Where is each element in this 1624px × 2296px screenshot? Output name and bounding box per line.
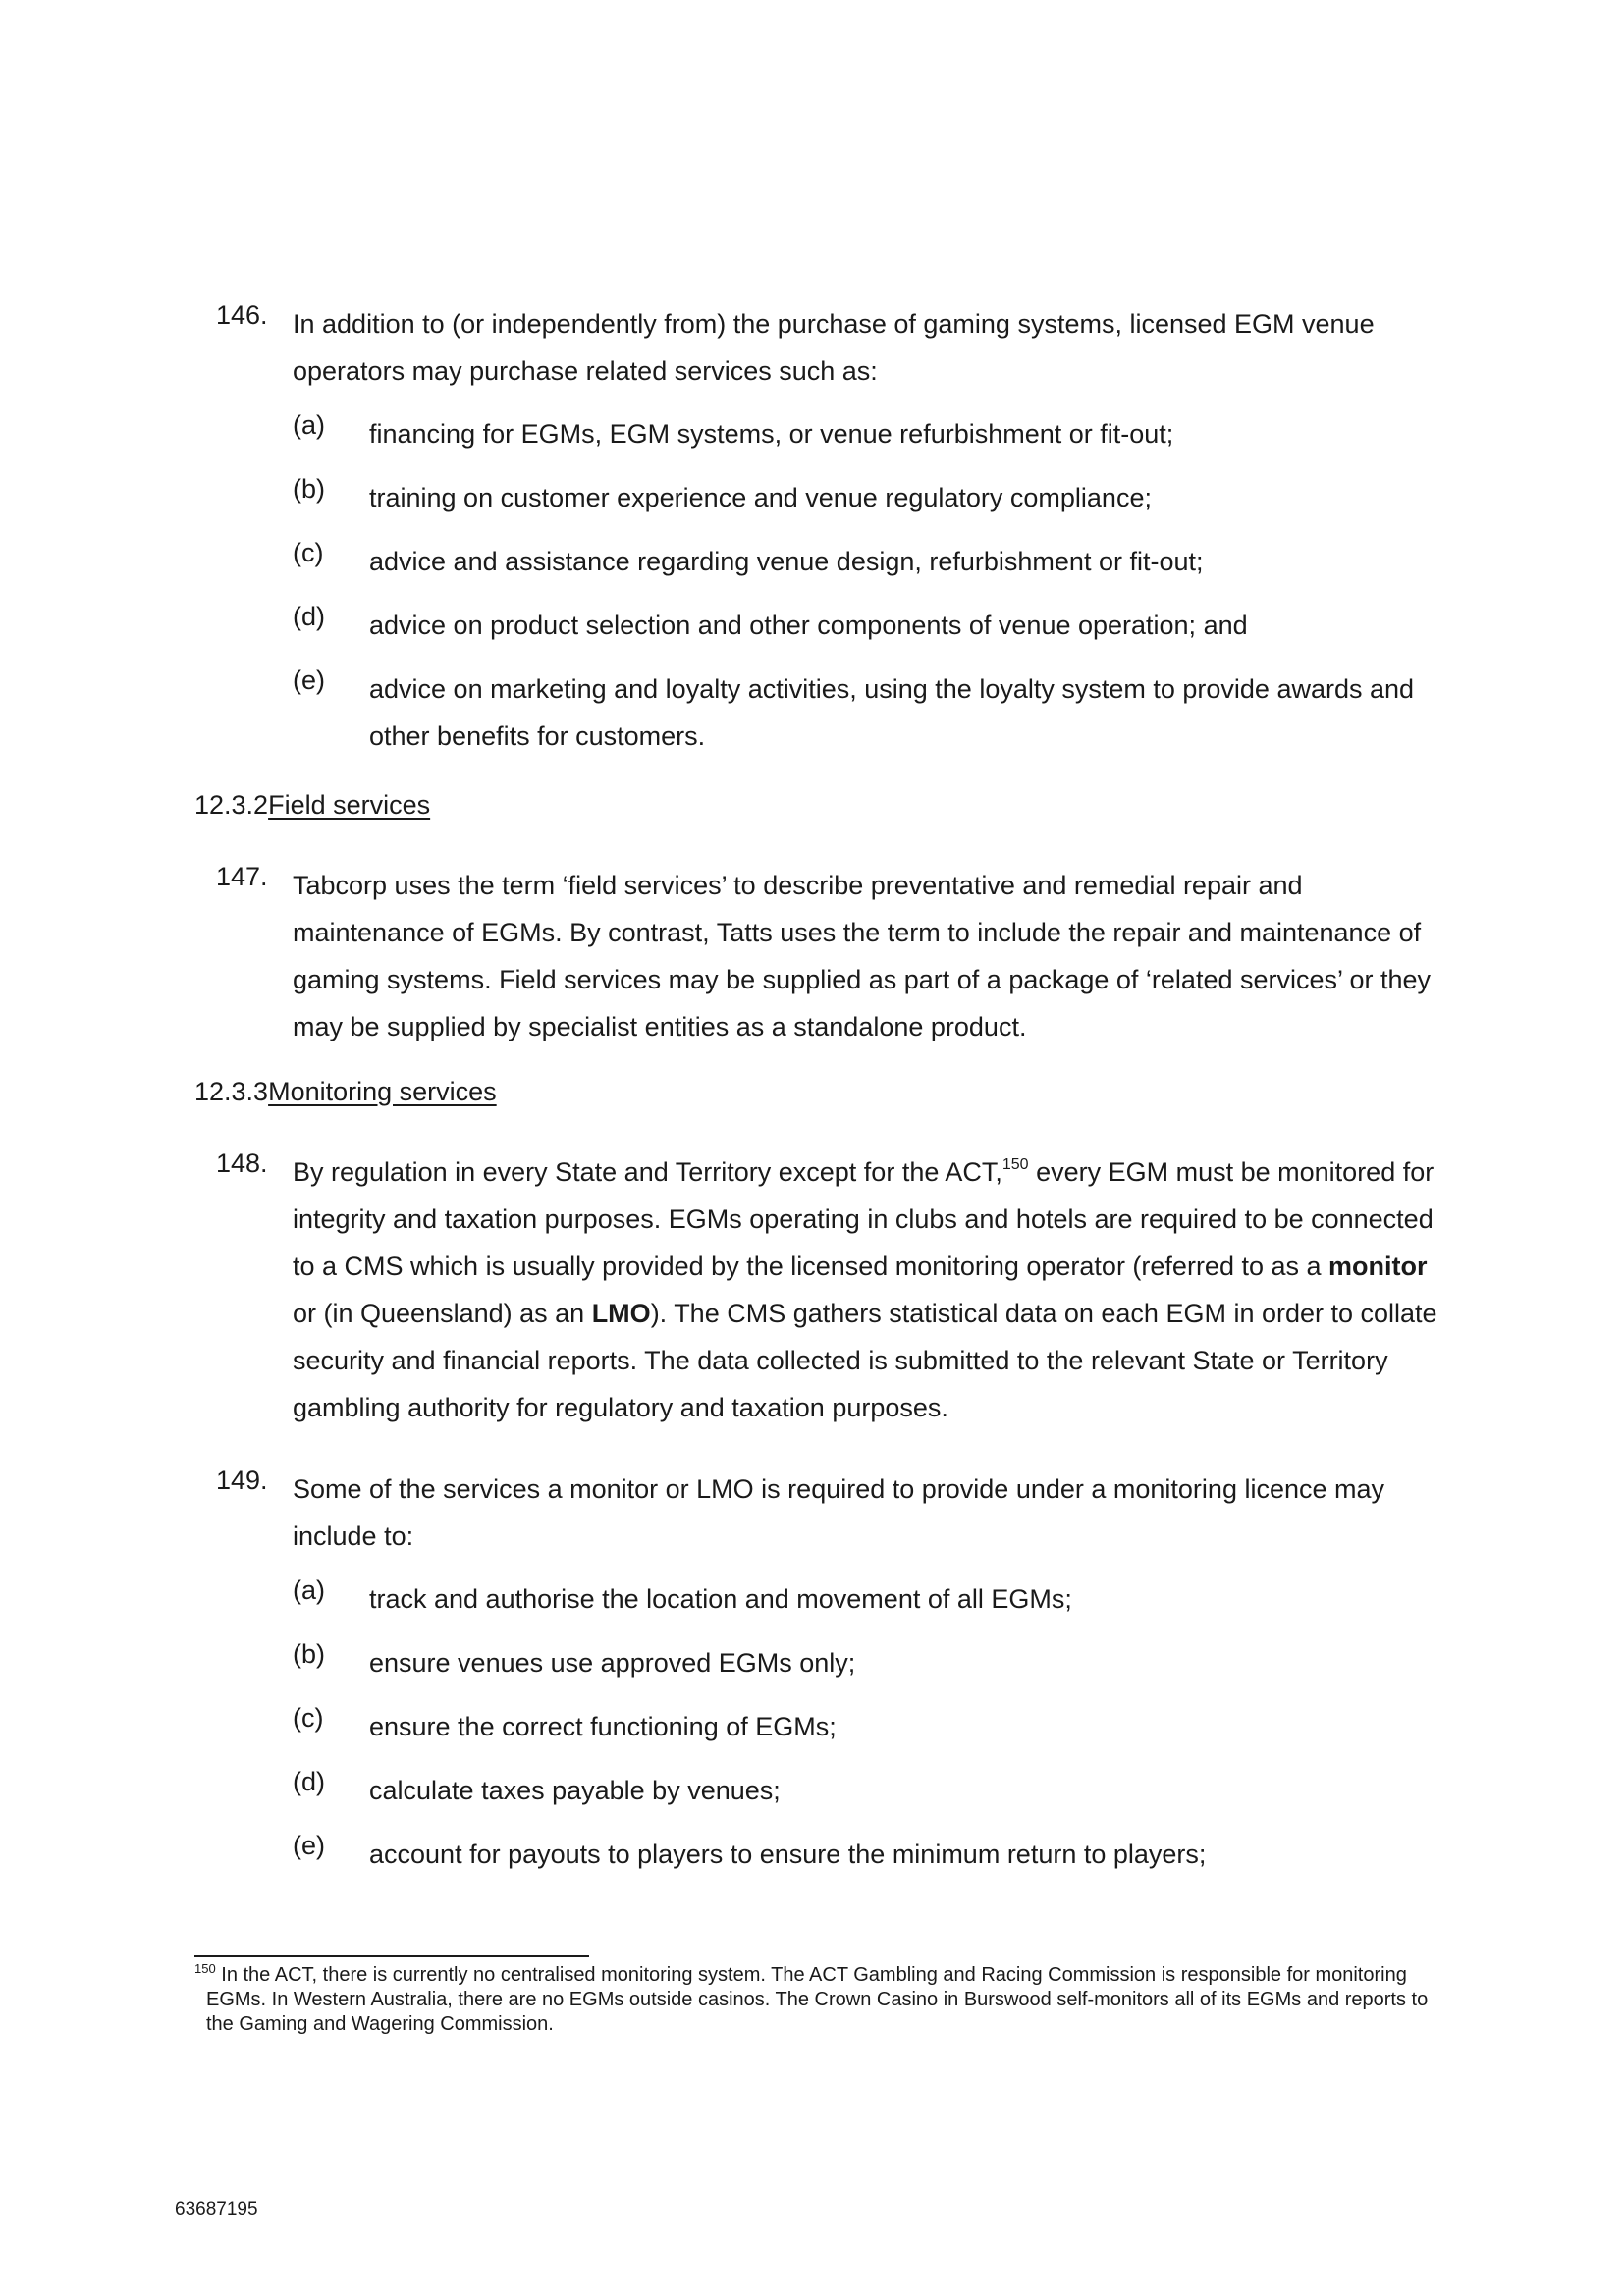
list-item-label: (b) — [293, 1639, 325, 1669]
list-item-label: (b) — [293, 474, 325, 504]
list-item-text: advice on marketing and loyalty activities, using the loyalty system to provide awards and other benefits for customers. — [369, 674, 1415, 751]
document-id: 63687195 — [175, 2199, 258, 2219]
list-item-text: ensure the correct functioning of EGMs; — [369, 1712, 837, 1741]
footnote-separator — [194, 1955, 589, 1957]
list-item-label: (d) — [293, 602, 325, 631]
list-item-label: (e) — [293, 1831, 325, 1860]
defined-term-monitor: monitor — [1328, 1252, 1428, 1281]
list-item-text: advice and assistance regarding venue design, refurbishment or fit-out; — [369, 547, 1204, 576]
list-item-label: (d) — [293, 1767, 325, 1796]
paragraph-number: 146. — [216, 300, 268, 330]
list-item-label: (c) — [293, 538, 324, 567]
paragraph-number: 148. — [216, 1148, 268, 1178]
list-item — [293, 602, 1451, 649]
paragraph-text: In addition to (or independently from) the purchase of gaming systems, licensed EGM venue operators may purchase related services such as: — [293, 309, 1375, 386]
paragraph-text: Some of the services a monitor or LMO is required to provide under a monitoring licence may include to: — [293, 1474, 1385, 1551]
paragraph-149 — [216, 1466, 1453, 1560]
list-item-text: training on customer experience and venue regulatory compliance; — [369, 483, 1152, 512]
list-item-label: (e) — [293, 666, 325, 695]
list-item-text: advice on product selection and other components of venue operation; and — [369, 611, 1248, 640]
list-item — [293, 1639, 1451, 1686]
list-item — [293, 410, 1451, 457]
list-item-text: financing for EGMs, EGM systems, or venue refurbishment or fit-out; — [369, 419, 1174, 449]
paragraph-text — [293, 1148, 1453, 1431]
list-item — [293, 1831, 1451, 1878]
text-run: ). The CMS gathers statistical data on each EGM in order to collate security and financial reports. The data collected is submitted to the relevant State or Territory gambling authority for regulatory and taxation purposes. — [293, 1299, 1437, 1422]
list-item-label: (c) — [293, 1703, 324, 1733]
footnote-150 — [194, 1963, 1451, 2037]
section-title: Monitoring services — [268, 1077, 497, 1106]
section-heading-monitoring-services — [194, 1068, 497, 1115]
section-number: 12.3.3 — [194, 1077, 269, 1106]
paragraph-text: Tabcorp uses the term ‘field services’ to describe preventative and remedial repair and maintenance of EGMs. By contrast, Tatts uses the term to include the repair and maintenance of gaming systems. Field services may be supplied as part of a package of ‘related services’ or they may be supplied by specialist entities as a standalone product. — [293, 871, 1432, 1041]
paragraph-147 — [216, 862, 1453, 1050]
list-item-text: calculate taxes payable by venues; — [369, 1776, 781, 1805]
list-item — [293, 666, 1451, 760]
section-title: Field services — [268, 790, 431, 820]
list-item-label: (a) — [293, 1575, 325, 1605]
paragraph-number: 147. — [216, 862, 268, 891]
list-item — [293, 1767, 1451, 1814]
defined-term-lmo: LMO — [591, 1299, 651, 1328]
list-item — [293, 1575, 1451, 1623]
text-run: By regulation in every State and Territory except for the ACT, — [293, 1157, 1002, 1187]
list-item — [293, 538, 1451, 585]
list-item — [293, 474, 1451, 521]
list-item-text: account for payouts to players to ensure the minimum return to players; — [369, 1840, 1207, 1869]
paragraph-148 — [216, 1148, 1453, 1431]
list-item — [293, 1703, 1451, 1750]
footnote-text: In the ACT, there is currently no centralised monitoring system. The ACT Gambling and Racing Commission is responsible for monitoring EGMs. In Western Australia, there are no EGMs outside casinos. The Crown Casino in Burswood self-monitors all of its EGMs and reports to the Gaming and Wagering Commission. — [206, 1964, 1429, 2035]
paragraph-146 — [216, 300, 1453, 395]
footnote-number: 150 — [194, 1961, 216, 1976]
text-run: or (in Queensland) as an — [293, 1299, 592, 1328]
paragraph-number: 149. — [216, 1466, 268, 1495]
section-heading-field-services — [194, 781, 430, 828]
footnote-reference[interactable]: 150 — [1001, 1156, 1029, 1173]
list-item-label: (a) — [293, 410, 325, 440]
section-number: 12.3.2 — [194, 790, 269, 820]
list-item-text: track and authorise the location and movement of all EGMs; — [369, 1584, 1072, 1614]
list-item-text: ensure venues use approved EGMs only; — [369, 1648, 856, 1678]
text-run: every EGM must be monitored for integrity and taxation purposes. EGMs operating in clubs and hotels are required to be connected to a CMS which is usually provided by the licensed monitoring operator (referred to as a — [293, 1157, 1435, 1281]
